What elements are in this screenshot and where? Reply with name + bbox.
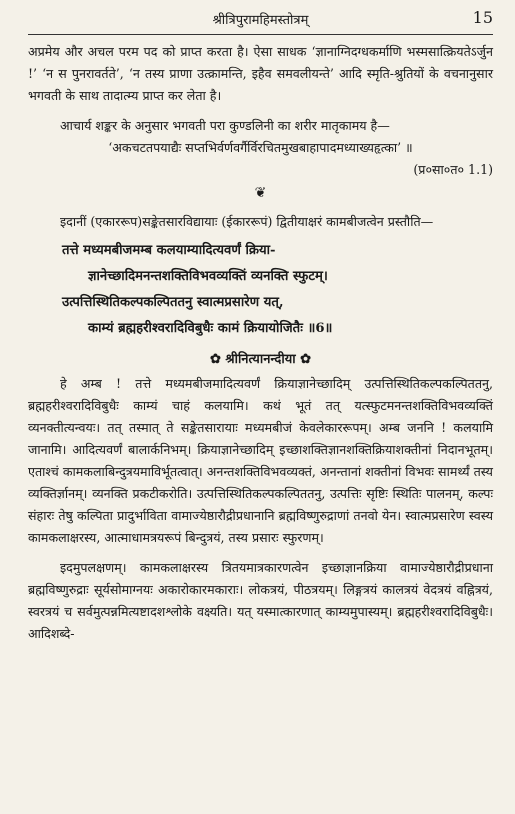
lotus-ornament-icon: ❦ — [254, 185, 267, 201]
page-header — [28, 6, 493, 35]
paragraph-intro: अप्रमेय और अचल परम पद को प्राप्त करता है। ऐसा साधक ‘ज्ञानाग्निदग्धकर्माणि भस्मसात्क्रियतेऽर्जुन !’ ‘न स पुनरावर्तते’, ‘न तस्य प्राणा उत्क्रामन्ति, इहैव समवलीयन्ते’ आदि स्मृति-श्रुतियों के वचनानुसार भगवती के साथ तादात्म्य प्राप्त कर लेता है। — [28, 44, 493, 103]
page-number: 15 — [472, 8, 493, 27]
running-title: श्रीत्रिपुरामहिमस्तोत्रम् — [212, 13, 309, 28]
verse-line: तत्ते मध्यमबीजमम्ब कलयाम्यादित्यवर्णं क्रिया- — [62, 243, 276, 258]
commentary-paragraph: हे अम्ब ! तत्ते मध्यमबीजमादित्यवर्णं क्रियाज्ञानेच्छादिम् उत्पत्तिस्थितिकल्पकल्पिततनु, ब्रह्महरीश्वरादिविबुधैः काम्यं चाहं कलयामि। कथं भूतं तत् यत्स्फुटमनन्तशक्तिविभवव्यक्तिं व्यनक्तीत्यन्वयः। तत् तस्मात् ते सङ्केतसारायाः मध्यमबीजं केवलेकाररूपम्। अम्ब जननि ! कलयामि जानामि। आदित्यवर्णं बालार्कनिभम्। क्रियाज्ञानेच्छादिम् इच्छाशक्तिज्ञानशक्तिक्रियाशक्तीनां निदानभूतम्। एताश्चं कामकलाबिन्दुत्रयमाविर्भूतत्वात्। अनन्तशक्तिविभवव्यक्तं, अनन्तानां शक्तीनां विभवः सामर्थ्यं तस्य व्यक्तिर्ज्ञानम्। व्यनक्ति प्रकटीकरोति। उत्पत्तिस्थितिकल्पकल्पिततनु, उत्पत्तिः सृष्टिः स्थितिः पालनम्, कल्पः संहारः तेषु कल्पिता प्रादुर्भाविता वामाज्येष्ठारौद्रीप्रधानानि ब्रह्मविष्णुरुद्राणां तनवो येन। स्वात्मप्रसारेण स्वस्य कामकलाक्षरस्य, आत्माधामत्रयरूपं बिन्दुत्रयं, तस्य प्रसारः स्फुरणम्। — [28, 376, 493, 545]
paragraph-introduction-verse: इदानीं (एकाररूप)सङ्केतसारविद्यायाः (ईकाररूपं) द्वितीयाक्षरं कामबीजत्वेन प्रस्तौति— — [60, 214, 434, 229]
verse-line: ज्ञानेच्छादिमनन्तशक्तिविभवव्यक्तिं व्यनक्ति स्फुटम्। — [88, 269, 328, 284]
verse-block — [28, 239, 493, 341]
verse-line: काम्यं ब्रह्महरीश्वरादिविबुधैः कामं क्रियायोजितैः ॥6॥ — [88, 321, 333, 336]
commentary-heading: ✿ श्रीनित्यानन्दीया ✿ — [209, 352, 312, 367]
verse-line: उत्पत्तिस्थितिकल्पकल्पिततनु स्वात्मप्रसारेण यत्, — [62, 295, 284, 310]
citation: (प्र०सा०त० 1.1) — [413, 162, 493, 177]
quote-verse: ‘अकचटतपयाद्यैः सप्तभिर्वर्णवर्गैर्विरचितमुखबाहापादमध्याख्यहृत्का’ ॥ — [108, 140, 413, 155]
paragraph-shankara: आचार्य शङ्कर के अनुसार भगवती परा कुण्डलिनी का शरीर मातृकामय है— — [60, 118, 390, 133]
commentary-paragraph: इदमुपलक्षणम्। कामकलाक्षरस्य त्रितयमात्रकारणत्वेन इच्छाज्ञानक्रिया वामाज्येष्ठारौद्रीप्रधाना ब्रह्मविष्णुरुद्राः सूर्यसोमाग्नयः अकारोकारमकाराः। लोकत्रयं, पीठत्रयम्। लिङ्गत्रयं कालत्रयं वेदत्रयं वह्नित्रयं, स्वरत्रयं च सर्वमुत्पन्नमित्यष्टादशश्लोके वक्ष्यति। यत् यस्मात्कारणात् काम्यमुपास्यम्। ब्रह्महरीश्वरादिविबुधैः। आदिशब्दे- — [28, 560, 493, 641]
